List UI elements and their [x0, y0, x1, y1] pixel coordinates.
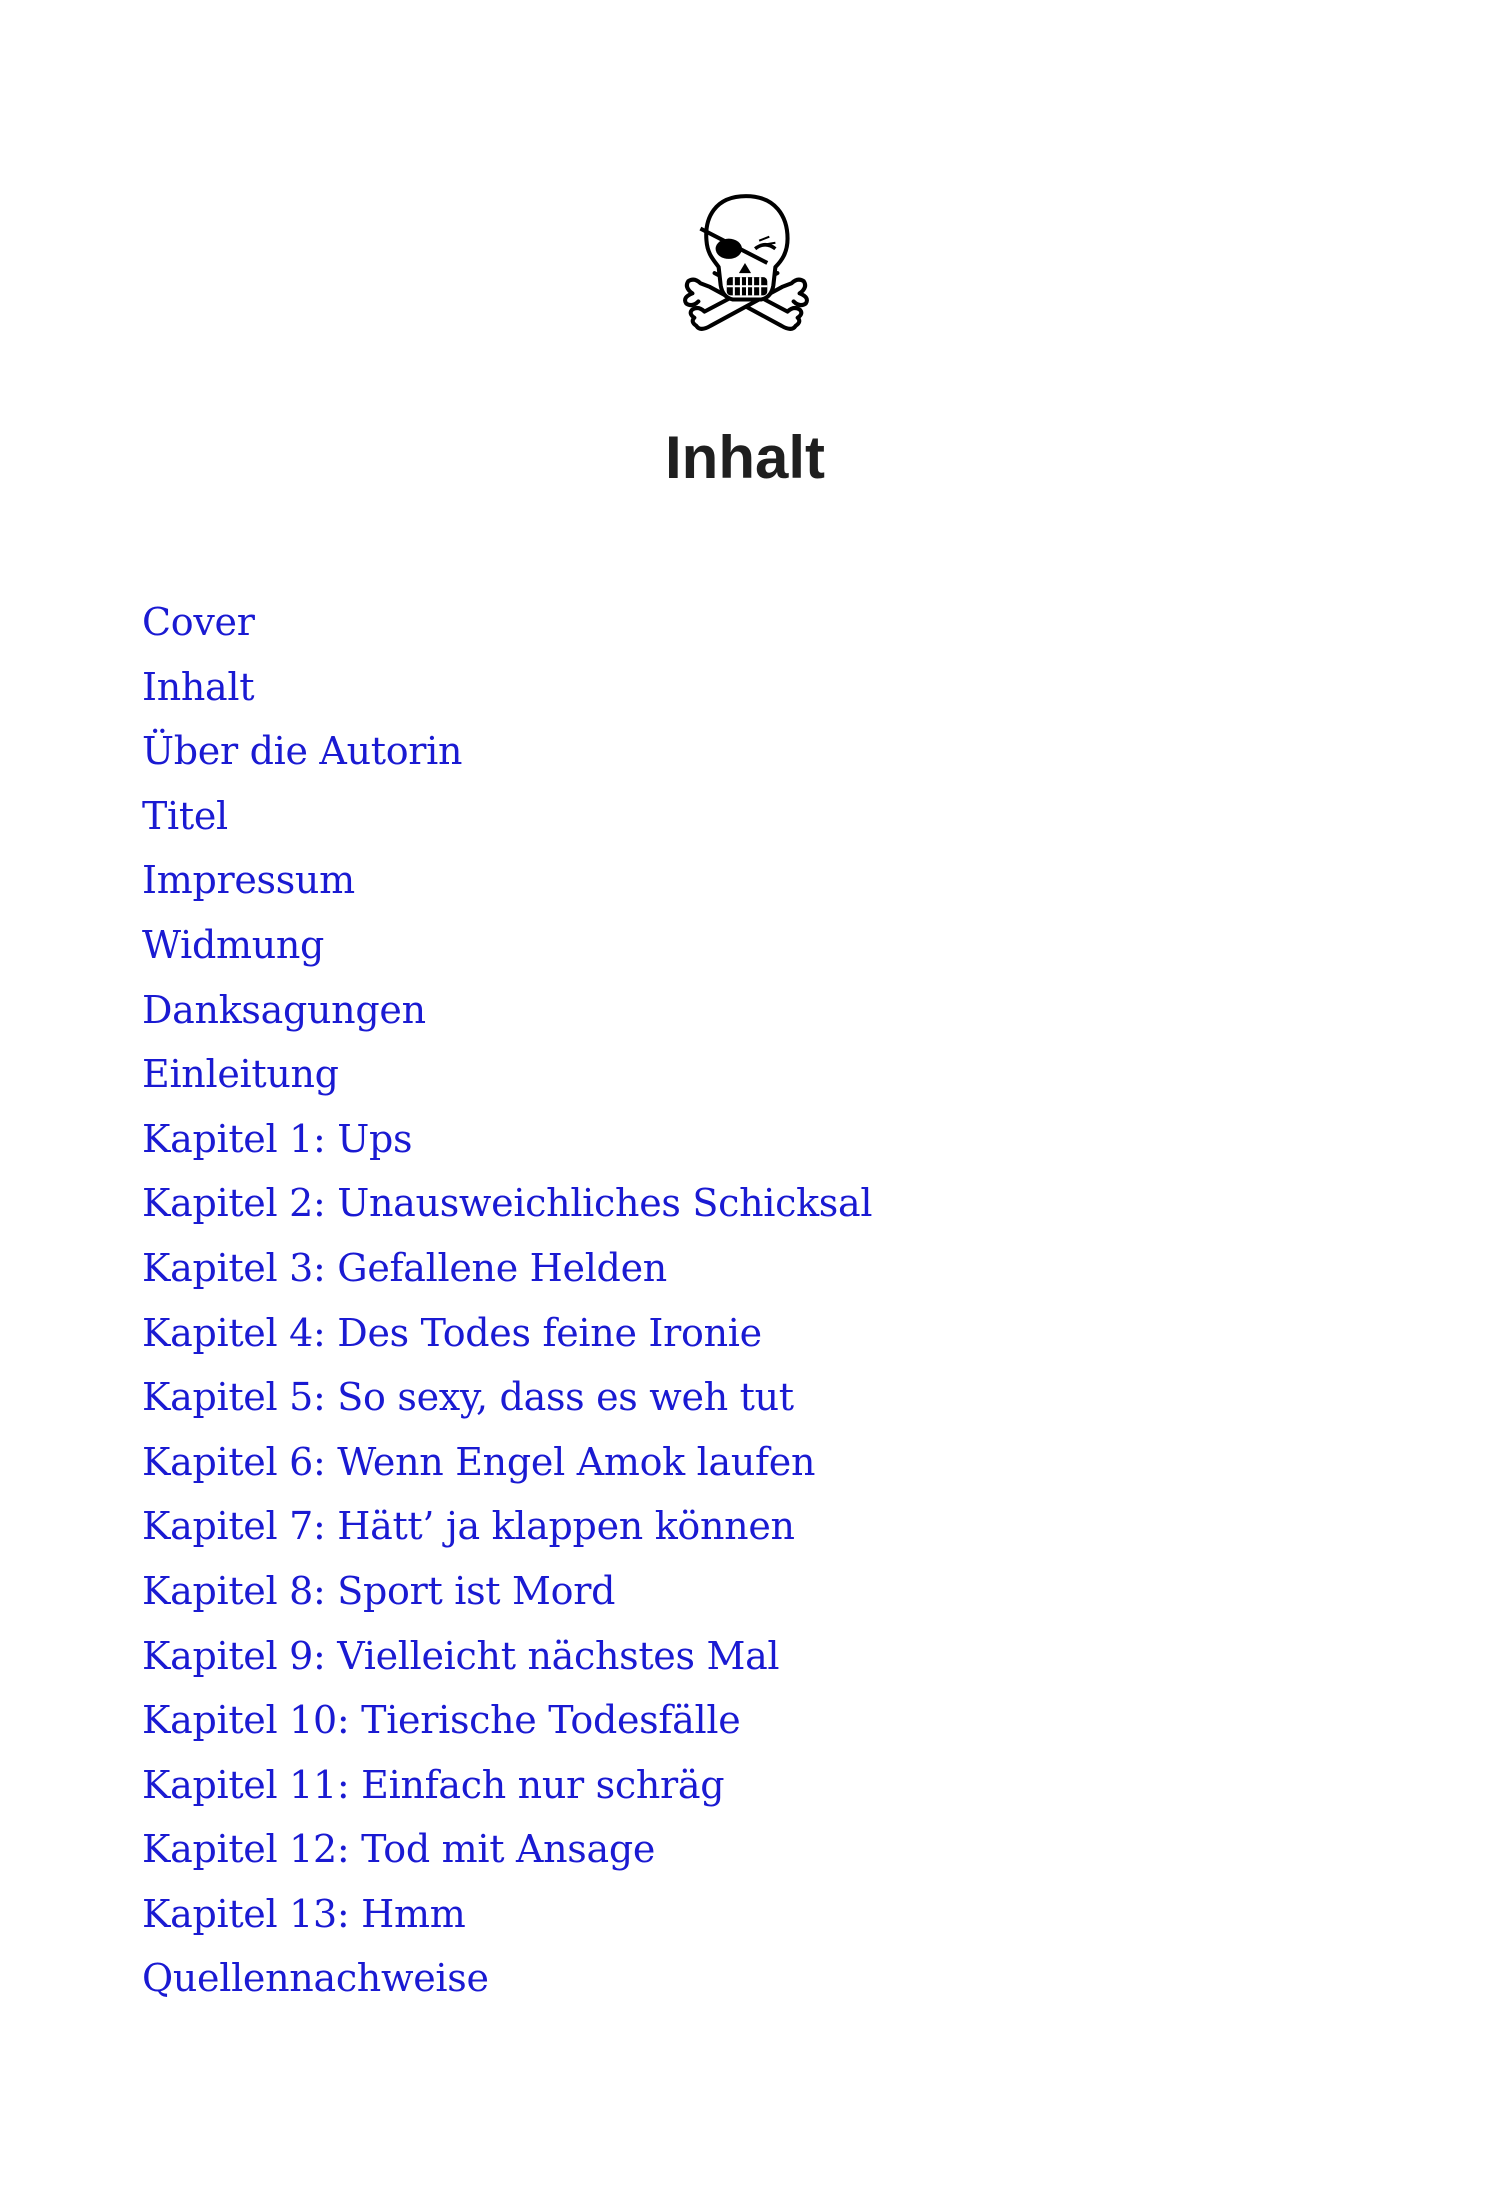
toc-link-einleitung[interactable]: Einleitung: [142, 1052, 339, 1097]
toc-item: [142, 655, 872, 720]
toc-item: [142, 913, 872, 978]
toc-item: [142, 1365, 872, 1430]
toc-link-kapitel-4[interactable]: Kapitel 4: Des Todes feine Ironie: [142, 1310, 762, 1355]
winking-skull-crossbones-icon: [670, 188, 822, 340]
toc-link-titel[interactable]: Titel: [142, 793, 228, 838]
toc-item: [142, 1559, 872, 1624]
toc-item: [142, 1301, 872, 1366]
toc-link-kapitel-6[interactable]: Kapitel 6: Wenn Engel Amok laufen: [142, 1439, 816, 1484]
toc-link-kapitel-3[interactable]: Kapitel 3: Gefallene Helden: [142, 1245, 667, 1290]
toc-item: [142, 1236, 872, 1301]
toc-item: [142, 719, 872, 784]
toc-item: [142, 784, 872, 849]
toc-link-kapitel-13[interactable]: Kapitel 13: Hmm: [142, 1891, 466, 1936]
toc-item: [142, 978, 872, 1043]
page-title: Inhalt: [665, 424, 825, 491]
toc-item: [142, 1688, 872, 1753]
toc-item: [142, 1430, 872, 1495]
table-of-contents: [142, 590, 872, 2011]
toc-link-ueber-die-autorin[interactable]: Über die Autorin: [142, 729, 463, 774]
toc-link-inhalt[interactable]: Inhalt: [142, 664, 255, 709]
toc-link-kapitel-5[interactable]: Kapitel 5: So sexy, dass es weh tut: [142, 1375, 794, 1420]
toc-link-kapitel-11[interactable]: Kapitel 11: Einfach nur schräg: [142, 1762, 725, 1807]
toc-link-kapitel-8[interactable]: Kapitel 8: Sport ist Mord: [142, 1568, 616, 1613]
toc-link-kapitel-12[interactable]: Kapitel 12: Tod mit Ansage: [142, 1827, 656, 1872]
toc-item: [142, 1171, 872, 1236]
toc-item: [142, 848, 872, 913]
toc-link-kapitel-7[interactable]: Kapitel 7: Hätt’ ja klappen können: [142, 1504, 795, 1549]
toc-link-widmung[interactable]: Widmung: [142, 922, 325, 967]
toc-link-cover[interactable]: Cover: [142, 600, 255, 644]
toc-item: [142, 1882, 872, 1947]
toc-link-impressum[interactable]: Impressum: [142, 858, 355, 903]
toc-link-kapitel-2[interactable]: Kapitel 2: Unausweichliches Schicksal: [142, 1181, 873, 1226]
toc-item: [142, 1107, 872, 1172]
toc-item: [142, 1042, 872, 1107]
toc-link-kapitel-1[interactable]: Kapitel 1: Ups: [142, 1116, 413, 1161]
toc-link-quellennachweise[interactable]: Quellennachweise: [142, 1956, 489, 2001]
toc-link-kapitel-10[interactable]: Kapitel 10: Tierische Todesfälle: [142, 1698, 741, 1743]
toc-item: [142, 1946, 872, 2011]
toc-item: [142, 1494, 872, 1559]
toc-link-kapitel-9[interactable]: Kapitel 9: Vielleicht nächstes Mal: [142, 1633, 780, 1678]
toc-item: [142, 590, 872, 655]
toc-item: [142, 1817, 872, 1882]
toc-link-danksagungen[interactable]: Danksagungen: [142, 987, 426, 1032]
toc-item: [142, 1753, 872, 1818]
toc-item: [142, 1624, 872, 1689]
